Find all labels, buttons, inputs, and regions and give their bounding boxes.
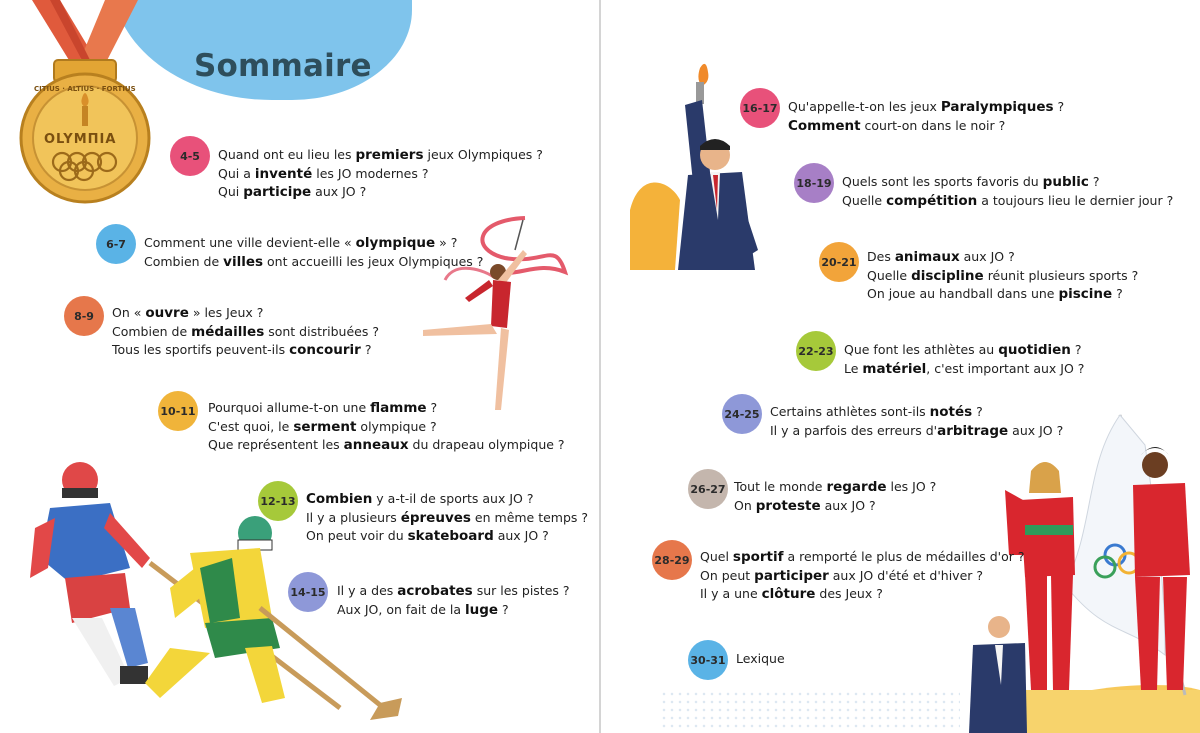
- text-segment: Il y a une: [700, 586, 762, 601]
- text-segment: Quelle: [842, 192, 887, 208]
- text-segment: Que représentent les: [208, 437, 344, 452]
- keyword: villes: [223, 253, 264, 270]
- keyword: arbitrage: [937, 422, 1009, 439]
- keyword: skateboard: [407, 528, 494, 544]
- text-segment: réunit plusieurs sports ?: [983, 267, 1139, 283]
- text-segment: Quel: [700, 549, 733, 564]
- entry-line: [844, 341, 1084, 360]
- text-segment: en même temps ?: [470, 509, 589, 525]
- keyword: ouvre: [145, 305, 189, 321]
- entry-line: [208, 436, 565, 455]
- entry-line: [770, 403, 1063, 422]
- text-segment: court-on dans le noir ?: [860, 117, 1006, 133]
- entry-line: [112, 304, 379, 323]
- text-segment: ?: [1112, 286, 1123, 301]
- entry-line: [842, 192, 1173, 211]
- text-segment: , c'est important aux JO ?: [926, 360, 1085, 376]
- text-segment: Aux JO, on fait de la: [337, 601, 465, 617]
- text-segment: a remporté le plus de médailles d'or ?: [783, 549, 1025, 564]
- entry-text: [218, 146, 543, 202]
- keyword: médailles: [191, 323, 265, 340]
- entry-line: [337, 582, 570, 601]
- text-segment: On peut: [700, 567, 755, 583]
- page-badge: 18-19: [794, 163, 834, 203]
- keyword: clôture: [761, 586, 816, 602]
- keyword: anneaux: [343, 437, 409, 453]
- page-divider: [599, 0, 601, 733]
- text-segment: Tout le monde: [734, 479, 827, 494]
- page-badge: 6-7: [96, 224, 136, 264]
- text-segment: Lexique: [736, 651, 785, 666]
- text-segment: y a-t-il de sports aux JO ?: [372, 491, 534, 506]
- text-segment: aux JO ?: [959, 249, 1015, 264]
- medal-illustration: [10, 0, 160, 205]
- dotted-pattern: [660, 690, 960, 730]
- keyword: Paralympiques: [940, 99, 1054, 115]
- entry-line: [867, 248, 1138, 267]
- text-segment: On joue au handball dans une: [867, 286, 1059, 301]
- text-segment: Qui a: [218, 165, 255, 181]
- keyword: olympique: [355, 235, 436, 251]
- page-badge: 12-13: [258, 481, 298, 521]
- text-segment: ?: [498, 601, 509, 617]
- page-badge: 20-21: [819, 242, 859, 282]
- text-segment: aux JO ?: [493, 528, 549, 543]
- text-segment: du drapeau olympique ?: [408, 437, 565, 452]
- page-badge: 28-29: [652, 540, 692, 580]
- text-segment: Quelle: [867, 267, 912, 283]
- text-segment: aux JO ?: [820, 497, 876, 513]
- keyword: flamme: [370, 400, 427, 416]
- text-segment: Certains athlètes sont-ils: [770, 404, 930, 419]
- entry-line: [700, 548, 1025, 567]
- page-badge: 4-5: [170, 136, 210, 176]
- keyword: regarde: [826, 479, 887, 495]
- text-segment: jeux Olympiques ?: [423, 147, 543, 162]
- page-title: Sommaire: [194, 48, 372, 84]
- entry-line: [218, 146, 543, 165]
- text-segment: » les Jeux ?: [188, 305, 264, 320]
- entry-line: [208, 399, 565, 418]
- page-badge: 26-27: [688, 469, 728, 509]
- page-badge: 8-9: [64, 296, 104, 336]
- keyword: animaux: [894, 249, 960, 265]
- entry-line: [842, 173, 1173, 192]
- text-segment: Le: [844, 360, 863, 376]
- entry-text: [734, 478, 936, 515]
- entry-line: [867, 267, 1138, 286]
- torch-bearer-illustration: [630, 60, 765, 270]
- text-segment: Pourquoi allume-t-on une: [208, 400, 371, 415]
- keyword: sportif: [732, 549, 784, 565]
- text-segment: Qu'appelle-t-on les jeux: [788, 99, 941, 114]
- text-segment: ?: [360, 342, 372, 357]
- page-badge: 30-31: [688, 640, 728, 680]
- text-segment: Combien de: [112, 323, 192, 339]
- keyword: acrobates: [397, 583, 473, 599]
- entry-line: [700, 567, 1025, 586]
- text-segment: On: [734, 497, 756, 513]
- text-segment: On peut voir du: [306, 528, 408, 543]
- entry-text: [306, 490, 588, 546]
- text-segment: Il y a plusieurs: [306, 509, 401, 525]
- entry-line: [734, 478, 936, 497]
- entry-line: [112, 341, 379, 360]
- entry-text: [208, 399, 565, 455]
- keyword: participe: [243, 184, 312, 200]
- keyword: concourir: [289, 342, 361, 358]
- keyword: premiers: [355, 147, 424, 163]
- text-segment: les JO modernes ?: [312, 165, 429, 181]
- text-segment: a toujours lieu le dernier jour ?: [977, 192, 1174, 208]
- text-segment: On «: [112, 305, 146, 320]
- keyword: Comment: [788, 117, 861, 134]
- entry-text: [736, 650, 785, 669]
- text-segment: sont distribuées ?: [264, 323, 379, 339]
- text-segment: sur les pistes ?: [472, 583, 570, 598]
- entry-text: [770, 403, 1063, 440]
- text-segment: ?: [1070, 342, 1082, 357]
- keyword: épreuves: [400, 509, 471, 526]
- entry-text: [844, 341, 1084, 378]
- entry-line: [788, 117, 1064, 136]
- text-segment: ?: [1088, 174, 1100, 189]
- keyword: public: [1042, 174, 1089, 190]
- entry-text: [700, 548, 1025, 604]
- text-segment: Il y a des: [337, 583, 398, 598]
- text-segment: Combien de: [144, 253, 224, 269]
- entry-line: [700, 585, 1025, 604]
- text-segment: aux JO ?: [311, 184, 367, 199]
- entry-text: [112, 304, 379, 360]
- text-segment: C'est quoi, le: [208, 418, 294, 434]
- entry-line: [218, 183, 543, 202]
- text-segment: aux JO d'été et d'hiver ?: [828, 567, 984, 583]
- entry-line: [337, 601, 570, 620]
- text-segment: ?: [972, 404, 983, 419]
- entry-text: [144, 234, 483, 271]
- page-badge: 22-23: [796, 331, 836, 371]
- text-segment: Il y a parfois des erreurs d': [770, 422, 938, 438]
- keyword: piscine: [1058, 286, 1113, 302]
- entry-text: [867, 248, 1138, 304]
- text-segment: Quand ont eu lieu les: [218, 147, 356, 162]
- text-segment: ont accueilli les jeux Olympiques ?: [263, 253, 484, 269]
- keyword: discipline: [911, 267, 984, 284]
- text-segment: Quels sont les sports favoris du: [842, 174, 1043, 189]
- text-segment: Que font les athlètes au: [844, 342, 999, 357]
- keyword: compétition: [886, 192, 978, 209]
- entry-line: [218, 165, 543, 184]
- keyword: Combien: [306, 491, 373, 507]
- entry-line: [770, 422, 1063, 441]
- entry-line: [867, 285, 1138, 304]
- page-badge: 14-15: [288, 572, 328, 612]
- keyword: quotidien: [998, 342, 1071, 358]
- text-segment: Des: [867, 249, 895, 264]
- text-segment: Qui: [218, 184, 244, 199]
- text-segment: Comment une ville devient-elle «: [144, 235, 356, 250]
- entry-line: [306, 490, 588, 509]
- text-segment: » ?: [435, 235, 458, 250]
- entry-text: [842, 173, 1173, 210]
- medal-motto: CITIUS · ALTIUS · FORTIUS: [34, 85, 136, 93]
- entry-line: [788, 98, 1064, 117]
- keyword: serment: [293, 418, 357, 435]
- keyword: notés: [929, 404, 973, 420]
- entry-line: [844, 360, 1084, 379]
- page-badge: 10-11: [158, 391, 198, 431]
- entry-line: [306, 527, 588, 546]
- keyword: proteste: [755, 497, 821, 514]
- entry-line: [112, 323, 379, 342]
- text-segment: aux JO ?: [1008, 422, 1064, 438]
- text-segment: Tous les sportifs peuvent-ils: [112, 342, 290, 357]
- text-segment: ?: [426, 400, 438, 415]
- entry-line: [208, 418, 565, 437]
- page-badge: 16-17: [740, 88, 780, 128]
- entry-text: [788, 98, 1064, 135]
- keyword: matériel: [862, 360, 927, 377]
- entry-text: [337, 582, 570, 619]
- entry-line: [734, 497, 936, 516]
- text-segment: olympique ?: [356, 418, 437, 434]
- text-segment: les JO ?: [886, 479, 937, 494]
- medal-name: OLYMΠIA: [44, 132, 117, 147]
- page-badge: 24-25: [722, 394, 762, 434]
- entry-line: [144, 234, 483, 253]
- entry-line: [736, 650, 785, 669]
- keyword: luge: [464, 601, 499, 618]
- text-segment: des Jeux ?: [815, 586, 883, 601]
- keyword: inventé: [254, 165, 313, 182]
- entry-line: [306, 509, 588, 528]
- entry-line: [144, 253, 483, 272]
- text-segment: ?: [1053, 99, 1065, 114]
- keyword: participer: [754, 567, 829, 584]
